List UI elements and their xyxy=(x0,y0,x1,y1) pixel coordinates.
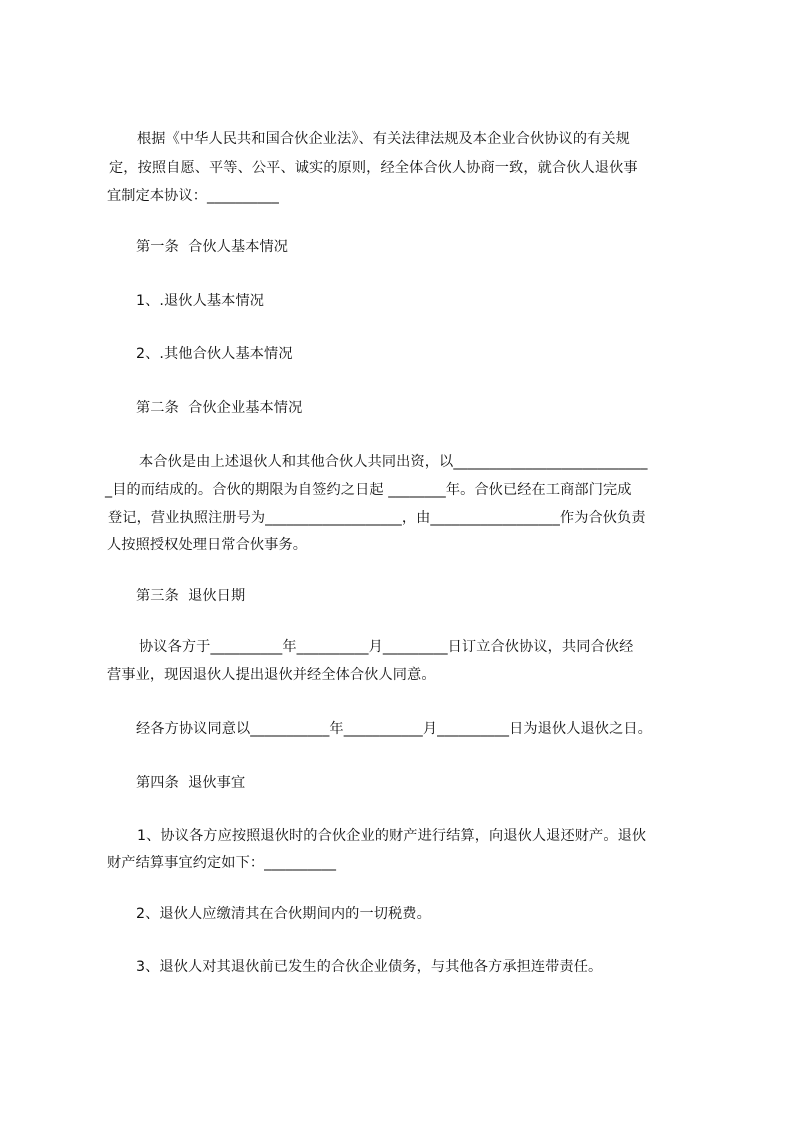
article-1-item-1: 1、.退伙人基本情况 xyxy=(136,293,265,309)
article-4-heading: 第四条 退伙事宜 xyxy=(136,775,246,791)
article-2-line-3: 登记，营业执照注册号为___________________，由__________________作为合伙负责 xyxy=(108,510,646,526)
article-4-item-3: 3、退伙人对其退伙前已发生的合伙企业债务，与其他各方承担连带责任。 xyxy=(136,959,603,975)
article-3-heading: 第三条 退伙日期 xyxy=(136,588,246,604)
article-2-line-2: _目的而结成的。合伙的期限为自签约之日起 ________年。合伙已经在工商部门完成 xyxy=(105,482,632,498)
article-3-para-2: 经各方协议同意以___________年___________月__________日为退伙人退伙之日。 xyxy=(136,721,652,737)
article-4-item-2: 2、退伙人应缴清其在合伙期间内的一切税费。 xyxy=(136,906,431,922)
intro-line-2: 定，按照自愿、平等、公平、诚实的原则，经全体合伙人协商一致，就合伙人退伙事 xyxy=(109,160,638,176)
article-1-heading: 第一条 合伙人基本情况 xyxy=(136,239,289,255)
intro-line-3: 宜制定本协议：__________ xyxy=(107,188,279,204)
article-4-item-1-line-1: 1、协议各方应按照退伙时的合伙企业的财产进行结算，向退伙人退还财产。退伙 xyxy=(137,828,647,844)
article-2-line-1: 本合伙是由上述退伙人和其他合伙人共同出资，以___________________________ xyxy=(139,454,648,470)
article-4-item-1-line-2: 财产结算事宜约定如下：__________ xyxy=(107,855,337,871)
article-3-para-1-line-1: 协议各方于__________年__________月_________日订立合伙协议，共同合伙经 xyxy=(139,639,634,655)
article-3-para-1-line-2: 营事业，现因退伙人提出退伙并经全体合伙人同意。 xyxy=(107,667,436,683)
article-2-line-4: 人按照授权处理日常合伙事务。 xyxy=(107,537,308,553)
article-2-heading: 第二条 合伙企业基本情况 xyxy=(136,400,303,416)
intro-line-1: 根据《中华人民共和国合伙企业法》、有关法律法规及本企业合伙协议的有关规 xyxy=(137,131,630,147)
article-1-item-2: 2、.其他合伙人基本情况 xyxy=(136,346,293,362)
